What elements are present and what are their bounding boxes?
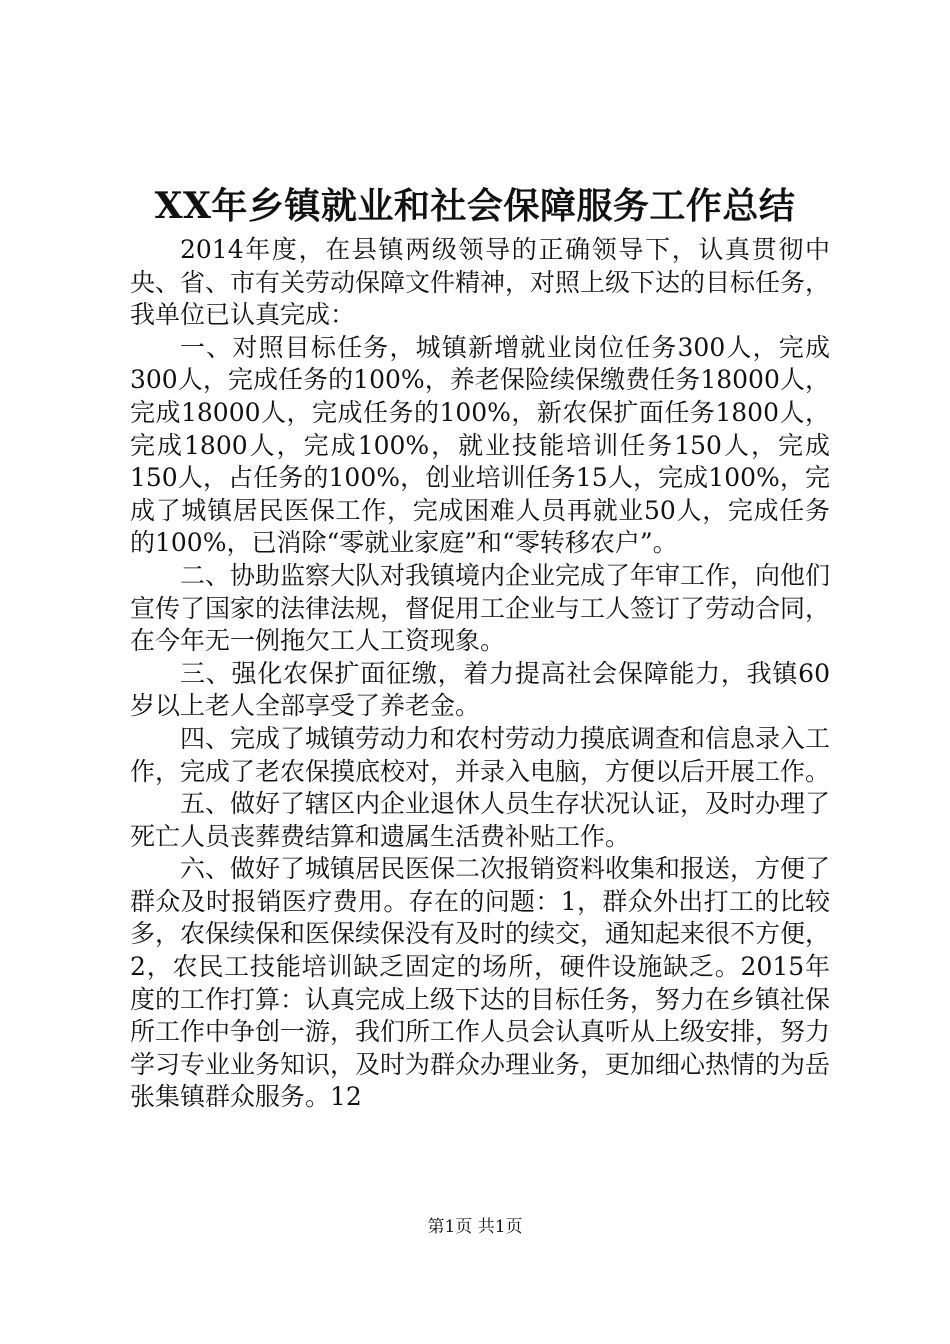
document-title: XX年乡镇就业和社会保障服务工作总结 (154, 185, 796, 227)
intro-paragraph: 2014年度，在县镇两级领导的正确领导下，认真贯彻中央、省、市有关劳动保障文件精神，对照上级下达的目标任务，我单位已认真完成： (130, 235, 831, 330)
section-one-paragraph: 一、对照目标任务，城镇新增就业岗位任务300人，完成300人，完成任务的100%，养老保险续保缴费任务18000人，完成18000人，完成任务的100%，新农保扩面任务1800人，完成1800人，完成100%，就业技能培训任务150人，完成150人，占任务的100%，创业培训任务15人，完成100%，完成了城镇居民医保工作，完成困难人员再就业50人，完成任务的100%，已消除“零就业家庭”和“零转移农户”。 (130, 332, 830, 558)
section-two-paragraph: 二、协助监察大队对我镇境内企业完成了年审工作，向他们宣传了国家的法律法规，督促用工企业与工人签订了劳动合同，在今年无一例拖欠工人工资现象。 (130, 560, 831, 656)
section-three-paragraph: 三、强化农保扩面征缴，着力提高社会保障能力，我镇60岁以上老人全部享受了养老金。 (130, 658, 830, 721)
section-four-paragraph: 四、完成了城镇劳动力和农村劳动力摸底调查和信息录入工作，完成了老农保摸底校对，并录入电脑，方便以后开展工作。 (130, 723, 831, 786)
section-six-paragraph: 六、做好了城镇居民医保二次报销资料收集和报送，方便了群众及时报销医疗费用。存在的问题：1，群众外出打工的比较多，农保续保和医保续保没有及时的续交，通知起来很不方便，2，农民工技能培训缺乏固定的场所，硬件设施缺乏。2015年度的工作打算：认真完成上级下达的目标任务，努力在乡镇社保所工作中争创一游，我们所工作人员会认真听从上级安排，努力学习专业业务知识，及时为群众办理业务，更加细心热情的为岳张集镇群众服务。12 (130, 854, 831, 1112)
section-five-paragraph: 五、做好了辖区内企业退休人员生存状况认证，及时办理了死亡人员丧葬费结算和遗属生活费补贴工作。 (130, 789, 831, 851)
document-body (130, 234, 830, 1114)
page-number-footer: 第1页 共1页 (427, 1217, 523, 1237)
